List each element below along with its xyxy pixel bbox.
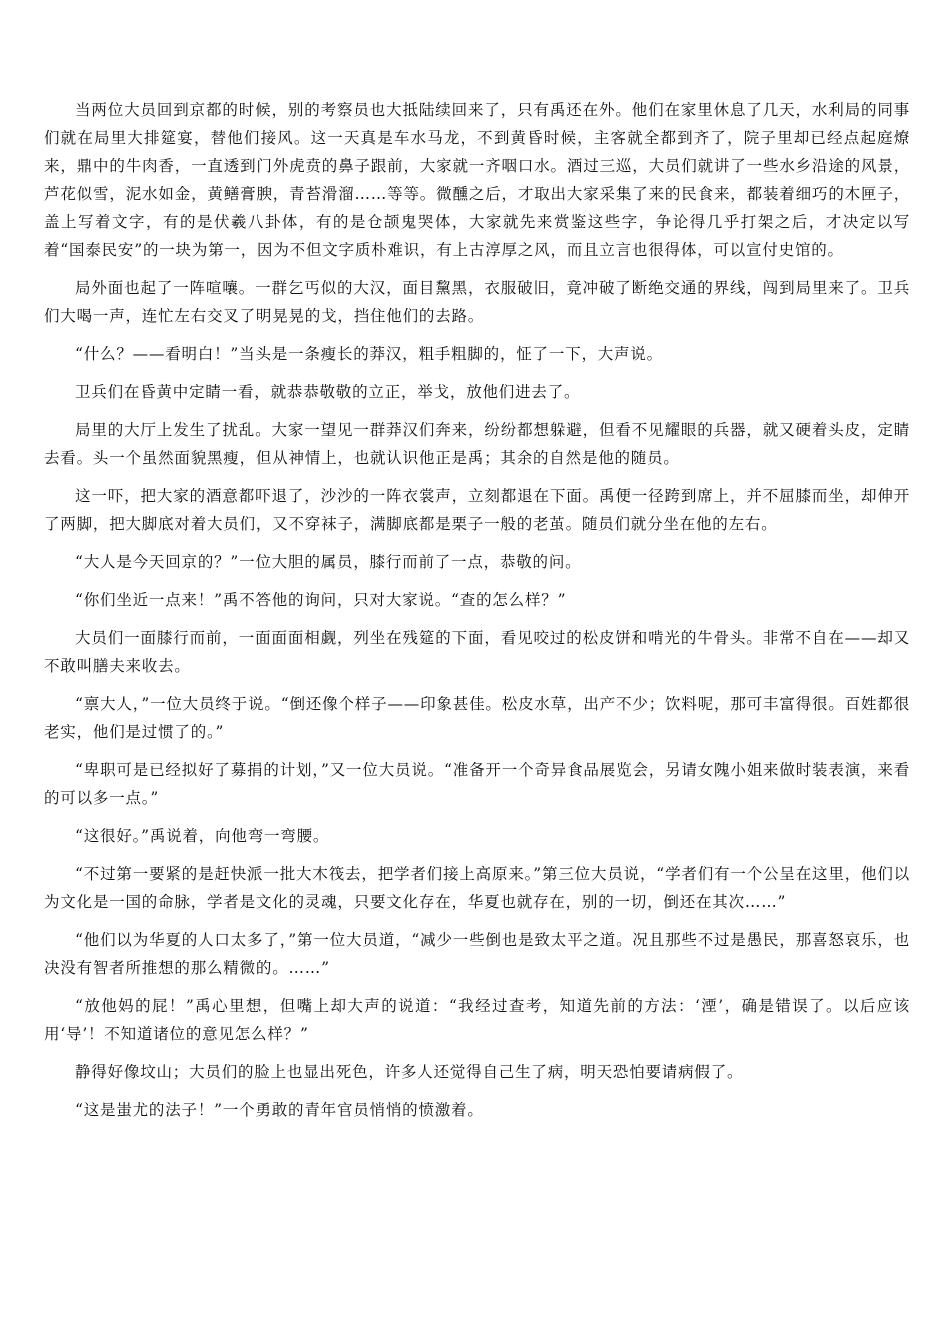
paragraph-population: “他们以为华夏的人口太多了，”第一位大员道，“减少一些倒也是致太平之道。况且那些不过是愚民，那喜怒哀乐，也决没有智者所推想的那么精微的。……” bbox=[44, 931, 910, 977]
paragraph-official-question: “大人是今天回京的？”一位大胆的属员，膝行而前了一点，恭敬的问。 bbox=[75, 553, 582, 571]
paragraph-yu-method: “放他妈的屁！”禹心里想，但嘴上却大声的说道：“我经过查考，知道先前的方法：‘湮’，确是错误了。以后应该用‘导’！不知道诸位的意见怎么样？” bbox=[44, 997, 910, 1043]
paragraph-scholars-petition: “不过第一要紧的是赶快派一批大木筏去，把学者们接上高原来。”第三位大员说，“学者们有一个公呈在这里，他们以为文化是一国的命脉，学者是文化的灵魂，只要文化存在，华夏也就存在，别的一切，倒还在其次……” bbox=[44, 865, 910, 911]
document-page bbox=[44, 96, 910, 1134]
paragraph-yu-bows: “这很好。”禹说着，向他弯一弯腰。 bbox=[75, 827, 330, 845]
paragraph-yu-sits: 这一吓，把大家的酒意都吓退了，沙沙的一阵衣裳声，立刻都退在下面。禹便一径跨到席上，并不屈膝而坐，却伸开了两脚，把大脚底对着大员们，又不穿袜子，满脚底都是栗子一般的老茧。随员们就分坐在他的左右。 bbox=[44, 487, 910, 533]
paragraph-guards-salute: 卫兵们在昏黄中定睛一看，就恭恭敬敬的立正，举戈，放他们进去了。 bbox=[75, 383, 581, 401]
paragraph-fundraising-plan: “卑职可是已经拟好了募捐的计划，”又一位大员说。“准备开一个奇异食品展览会，另请女隗小姐来做时装表演，来看的可以多一点。” bbox=[44, 761, 910, 807]
paragraph-banquet: 当两位大员回到京都的时候，别的考察员也大抵陆续回来了，只有禹还在外。他们在家里休息了几天，水利局的同事们就在局里大排筵宴，替他们接风。这一天真是车水马龙，不到黄昏时候，主客就全都到齐了，院子里却已经点起庭燎来，鼎中的牛肉香，一直透到门外虎贲的鼻子跟前，大家就一齐咽口水。酒过三巡，大员们就讲了一些水乡沿途的风景，芦花似雪，泥水如金，黄鳝膏腴，青苔滑溜……等等。微醺之后，才取出大家采集了来的民食来，都装着细巧的木匣子，盖上写着文字，有的是伏羲八卦体，有的是仓颉鬼哭体，大家就先来赏鉴这些字，争论得几乎打架之后，才决定以写着“国泰民安”的一块为第一，因为不但文字质朴难识，有上古淳厚之风，而且立言也很得体，可以宣付史馆的。 bbox=[44, 101, 910, 259]
paragraph-silence: 静得好像坟山；大员们的脸上也显出死色，许多人还觉得自己生了病，明天恐怕要请病假了。 bbox=[75, 1063, 744, 1081]
paragraph-officials-approach: 大员们一面膝行而前，一面面面相觑，列坐在残筵的下面，看见咬过的松皮饼和啃光的牛骨头。非常不自在——却又不敢叫膳夫来收去。 bbox=[44, 629, 910, 675]
paragraph-first-report: “禀大人，”一位大员终于说。“倒还像个样子——印象甚佳。松皮水草，出产不少；饮料呢，那可丰富得很。百姓都很老实，他们是过惯了的。” bbox=[44, 695, 910, 741]
paragraph-yu-asks: “你们坐近一点来！”禹不答他的询问，只对大家说。“查的怎么样？” bbox=[75, 591, 567, 609]
paragraph-chiyou: “这是蚩尤的法子！”一个勇敢的青年官员悄悄的愤激着。 bbox=[75, 1101, 484, 1119]
paragraph-look-clearly: “什么？——看明白！”当头是一条瘦长的莽汉，粗手粗脚的，怔了一下，大声说。 bbox=[75, 345, 663, 363]
paragraph-hall-disturbance: 局里的大厅上发生了扰乱。大家一望见一群莽汉们奔来，纷纷都想躲避，但看不见耀眼的兵器，就又硬着头皮，定睛去看。头一个虽然面貌黑瘦，但从神情上，也就认识他正是禹；其余的自然是他的随员。 bbox=[44, 421, 910, 467]
paragraph-commotion-outside: 局外面也起了一阵喧嚷。一群乞丐似的大汉，面目黧黑，衣服破旧，竟冲破了断绝交通的界线，闯到局里来了。卫兵们大喝一声，连忙左右交叉了明晃晃的戈，挡住他们的去路。 bbox=[44, 279, 910, 325]
